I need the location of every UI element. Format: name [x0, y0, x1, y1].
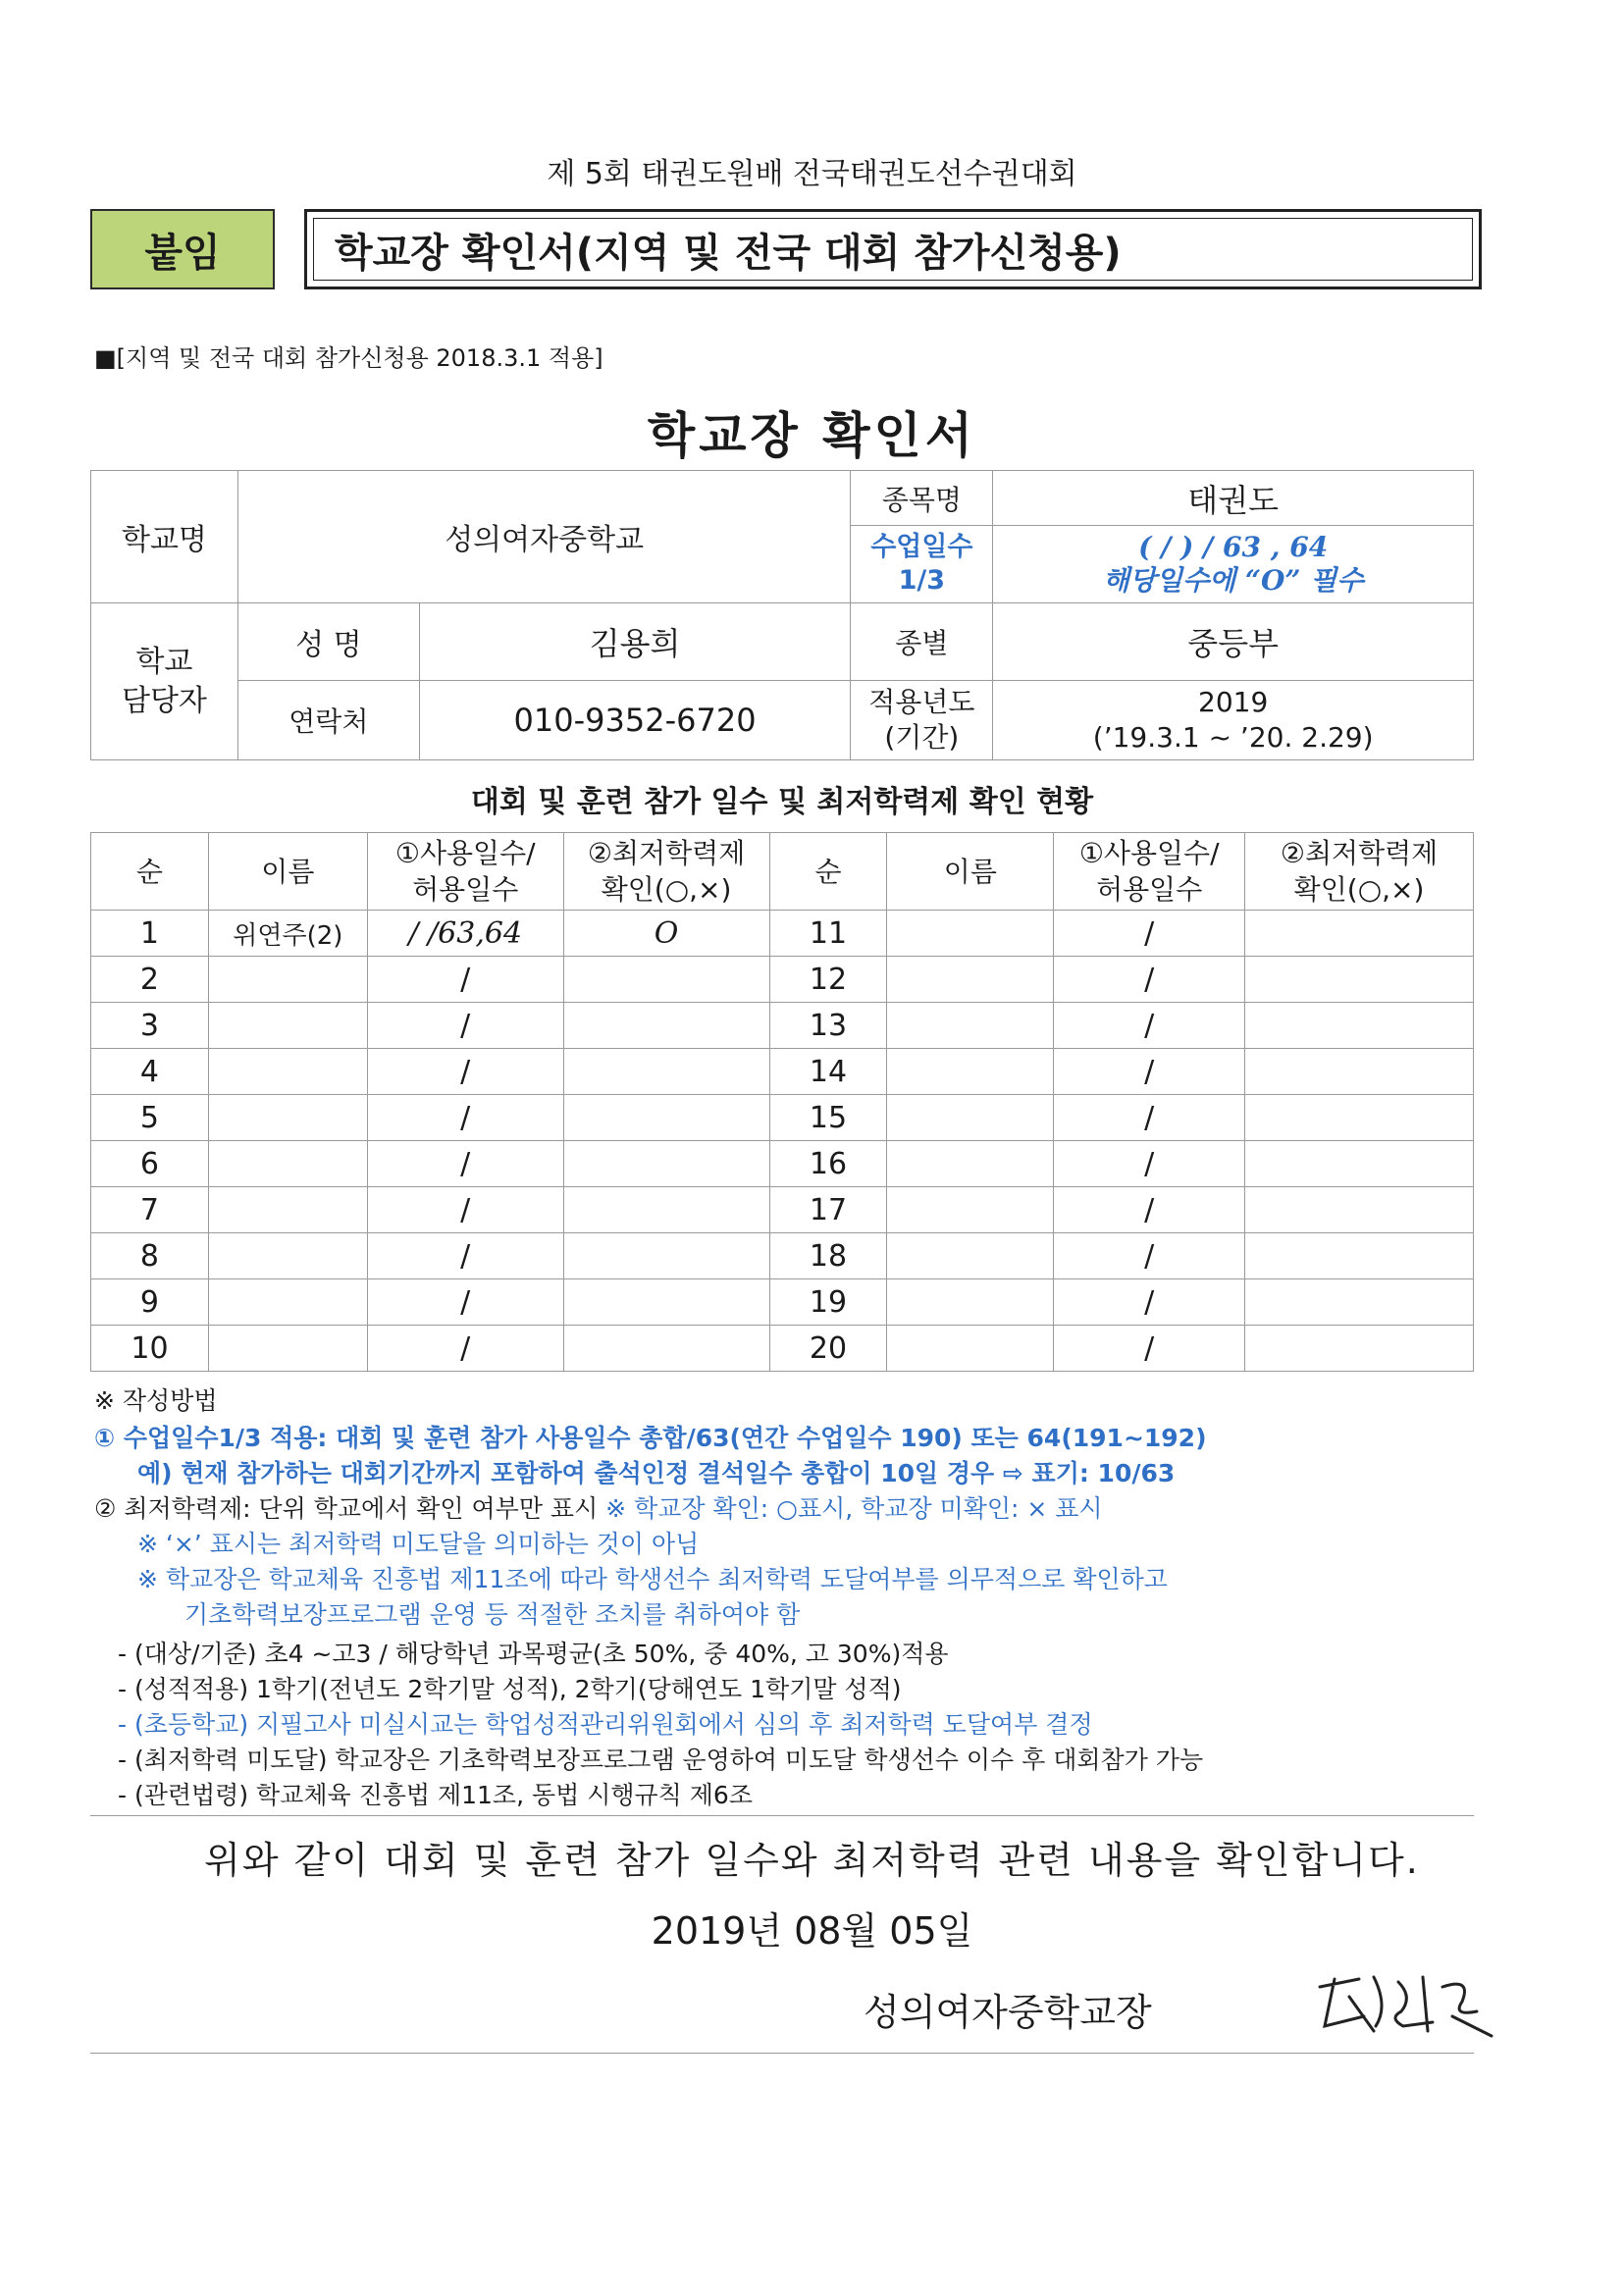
row-no-right: 13 [769, 1003, 887, 1049]
row-name [208, 957, 367, 1003]
col-days-right [1054, 833, 1245, 911]
person-name-value: 김용희 [419, 603, 851, 681]
row-name [208, 1187, 367, 1233]
row-days-right: / [1054, 1049, 1245, 1095]
class-days-label-2: 1/3 [898, 565, 946, 596]
divider-bottom [90, 2053, 1474, 2054]
row-name-right [887, 1279, 1054, 1326]
info-table [90, 470, 1474, 760]
row-name-right [887, 1095, 1054, 1141]
row-name: 위연주(2) [208, 911, 367, 957]
row-no-right: 20 [769, 1326, 887, 1372]
row-no-right: 17 [769, 1187, 887, 1233]
row-days: / [367, 1003, 563, 1049]
instruction-dash-4: - (최저학력 미도달) 학교장은 기초학력보장프로그램 운영하여 미도달 학생선수 이수 후 대회참가 가능 [118, 1746, 1204, 1774]
row-days-right: / [1054, 1095, 1245, 1141]
instruction-2-line-2: ※ ‘×’ 표시는 최저학력 미도달을 의미하는 것이 아님 [137, 1530, 700, 1558]
row-name-right [887, 911, 1054, 957]
row-days-right: / [1054, 1326, 1245, 1372]
class-days-label [851, 526, 993, 603]
row-check-right [1245, 1233, 1474, 1279]
instruction-2-text: ② 최저학력제: 단위 학교에서 확인 여부만 표시 [94, 1494, 606, 1523]
year-label-2: (기간) [884, 721, 960, 754]
col-days-1: ①사용일수/ [394, 837, 536, 869]
col-check-2: 확인(○,×) [601, 873, 732, 906]
confirm-statement: 위와 같이 대회 및 훈련 참가 일수와 최저학력 관련 내용을 확인합니다. [204, 1839, 1420, 1882]
row-check-right [1245, 957, 1474, 1003]
row-check [563, 1049, 769, 1095]
instruction-2-line-4: 기초학력보장프로그램 운영 등 적절한 조치를 취하여야 함 [184, 1600, 801, 1629]
row-days-right: / [1054, 1141, 1245, 1187]
row-no: 2 [91, 957, 209, 1003]
table-row [91, 1095, 1474, 1141]
col-check-right [1245, 833, 1474, 911]
instruction-2-line-1 [94, 1491, 1537, 1527]
row-days: / /63,64 [367, 911, 563, 957]
col-check-right-1: ②최저학력제 [1280, 837, 1439, 869]
table-row [91, 1141, 1474, 1187]
principal-title: 성의여자중학교장 [864, 1991, 1152, 2034]
event-name-value: 태권도 [993, 471, 1474, 526]
category-value: 중등부 [993, 603, 1474, 681]
row-days: / [367, 1141, 563, 1187]
row-check-right [1245, 1049, 1474, 1095]
row-name [208, 1049, 367, 1095]
row-no-right: 15 [769, 1095, 887, 1141]
document-title: 학교장 확인서 [647, 407, 977, 464]
col-no-right: 순 [769, 833, 887, 911]
col-days-right-2: 허용일수 [1096, 873, 1203, 906]
col-name-right: 이름 [887, 833, 1054, 911]
event-name-label: 종목명 [851, 471, 993, 526]
row-check [563, 1187, 769, 1233]
row-no: 9 [91, 1279, 209, 1326]
row-no-right: 11 [769, 911, 887, 957]
row-days: / [367, 1233, 563, 1279]
instruction-dash-2: - (성적적용) 1학기(전년도 2학기말 성적), 2학기(당해연도 1학기말 성적) [118, 1675, 902, 1703]
row-no: 4 [91, 1049, 209, 1095]
row-days-right: / [1054, 911, 1245, 957]
contact-label [91, 603, 238, 760]
instruction-dash-3: - (초등학교) 지필고사 미실시교는 학업성적관리위원회에서 심의 후 최저학력 도달여부 결정 [118, 1710, 1093, 1739]
event-title: 제 5회 태권도원배 전국태권도선수권대회 [547, 157, 1077, 191]
table-row [91, 1233, 1474, 1279]
row-no: 10 [91, 1326, 209, 1372]
row-name [208, 1326, 367, 1372]
row-check-right [1245, 1141, 1474, 1187]
row-name-right [887, 1141, 1054, 1187]
row-name [208, 1279, 367, 1326]
row-days: / [367, 1279, 563, 1326]
row-name-right [887, 1049, 1054, 1095]
year-value-2: (’19.3.1 ~ ’20. 2.29) [1092, 721, 1374, 754]
row-name-right [887, 1326, 1054, 1372]
row-name [208, 1233, 367, 1279]
row-check [563, 1141, 769, 1187]
row-no: 7 [91, 1187, 209, 1233]
header-title: 학교장 확인서(지역 및 전국 대회 참가신청용) [304, 209, 1482, 289]
row-check-right [1245, 1326, 1474, 1372]
issue-date: 2019년 08월 05일 [651, 1909, 973, 1953]
row-no: 8 [91, 1233, 209, 1279]
row-days-right: / [1054, 1187, 1245, 1233]
row-check [563, 957, 769, 1003]
row-days: / [367, 1187, 563, 1233]
applicable-note: ■[지역 및 전국 대회 참가신청용 2018.3.1 적용] [94, 344, 603, 372]
class-days-value-1: ( / ) / 63 , 64 [1138, 531, 1329, 563]
table-title: 대회 및 훈련 참가 일수 및 최저학력제 확인 현황 [470, 785, 1094, 819]
table-row [91, 1187, 1474, 1233]
person-name-label: 성 명 [237, 603, 419, 681]
row-no-right: 14 [769, 1049, 887, 1095]
col-no: 순 [91, 833, 209, 911]
class-days-label-1: 수업일수 [870, 532, 973, 562]
col-days-right-1: ①사용일수/ [1078, 837, 1220, 869]
row-days: / [367, 1095, 563, 1141]
row-days: / [367, 957, 563, 1003]
row-days-right: / [1054, 957, 1245, 1003]
row-no-right: 18 [769, 1233, 887, 1279]
row-name-right [887, 1003, 1054, 1049]
row-no: 3 [91, 1003, 209, 1049]
table-row [91, 1326, 1474, 1372]
instruction-dash-5: - (관련법령) 학교체육 진흥법 제11조, 동법 시행규칙 제6조 [118, 1781, 753, 1809]
row-days-right: / [1054, 1003, 1245, 1049]
row-days: / [367, 1326, 563, 1372]
row-check [563, 1003, 769, 1049]
class-days-value [993, 526, 1474, 603]
row-check-right [1245, 1187, 1474, 1233]
row-days-right: / [1054, 1279, 1245, 1326]
row-check [563, 1279, 769, 1326]
row-name [208, 1141, 367, 1187]
table-row [91, 1049, 1474, 1095]
instruction-1-line-2: 예) 현재 참가하는 대회기간까지 포함하여 출석인정 결석일수 총합이 10일 경우 ⇨ 표기: 10/63 [137, 1459, 1176, 1487]
phone-value: 010-9352-6720 [419, 681, 851, 760]
col-days [367, 833, 563, 911]
year-label-1: 적용년도 [868, 686, 975, 718]
year-label [851, 681, 993, 760]
row-no-right: 19 [769, 1279, 887, 1326]
row-no-right: 16 [769, 1141, 887, 1187]
divider-top [90, 1815, 1474, 1816]
row-no: 6 [91, 1141, 209, 1187]
table-header-row [91, 833, 1474, 911]
col-check-1: ②최저학력제 [587, 837, 746, 869]
year-value [993, 681, 1474, 760]
col-days-2: 허용일수 [412, 873, 519, 906]
col-check-right-2: 확인(○,×) [1293, 873, 1425, 906]
row-no-right: 12 [769, 957, 887, 1003]
row-check-right [1245, 1003, 1474, 1049]
row-check-right [1245, 1279, 1474, 1326]
contact-label-1: 학교 [135, 644, 193, 679]
signature-mark [1305, 1957, 1511, 2046]
row-check: O [563, 911, 769, 957]
school-name-value: 성의여자중학교 [237, 471, 851, 603]
table-row [91, 1279, 1474, 1326]
row-check [563, 1233, 769, 1279]
table-row [91, 911, 1474, 957]
class-days-value-2: 해당일수에 “O” 필수 [1102, 564, 1364, 597]
instructions-heading: ※ 작성방법 [94, 1386, 218, 1415]
row-name-right [887, 1233, 1054, 1279]
row-check-right [1245, 911, 1474, 957]
attach-badge: 붙임 [90, 209, 275, 289]
row-name [208, 1095, 367, 1141]
instruction-2-note: ※ 학교장 확인: ○표시, 학교장 미확인: × 표시 [605, 1494, 1103, 1523]
row-check [563, 1326, 769, 1372]
row-name-right [887, 957, 1054, 1003]
table-row [91, 957, 1474, 1003]
instruction-2-line-3: ※ 학교장은 학교체육 진흥법 제11조에 따라 학생선수 최저학력 도달여부를 의무적으로 확인하고 [137, 1565, 1168, 1593]
category-label: 종별 [851, 603, 993, 681]
row-check-right [1245, 1095, 1474, 1141]
row-no: 1 [91, 911, 209, 957]
row-check [563, 1095, 769, 1141]
table-row [91, 1003, 1474, 1049]
col-name: 이름 [208, 833, 367, 911]
participation-table [90, 832, 1474, 1372]
row-name-right [887, 1187, 1054, 1233]
instruction-1-line-1: ① 수업일수1/3 적용: 대회 및 훈련 참가 사용일수 총합/63(연간 수업일수 190) 또는 64(191~192) [94, 1424, 1207, 1452]
col-check [563, 833, 769, 911]
instruction-dash-1: - (대상/기준) 초4 ~고3 / 해당학년 과목평균(초 50%, 중 40%, 고 30%)적용 [118, 1640, 949, 1668]
year-value-1: 2019 [1198, 686, 1269, 718]
row-name [208, 1003, 367, 1049]
row-days: / [367, 1049, 563, 1095]
school-name-label: 학교명 [91, 471, 238, 603]
phone-label: 연락처 [237, 681, 419, 760]
contact-label-2: 담당자 [121, 683, 207, 718]
row-days-right: / [1054, 1233, 1245, 1279]
row-no: 5 [91, 1095, 209, 1141]
